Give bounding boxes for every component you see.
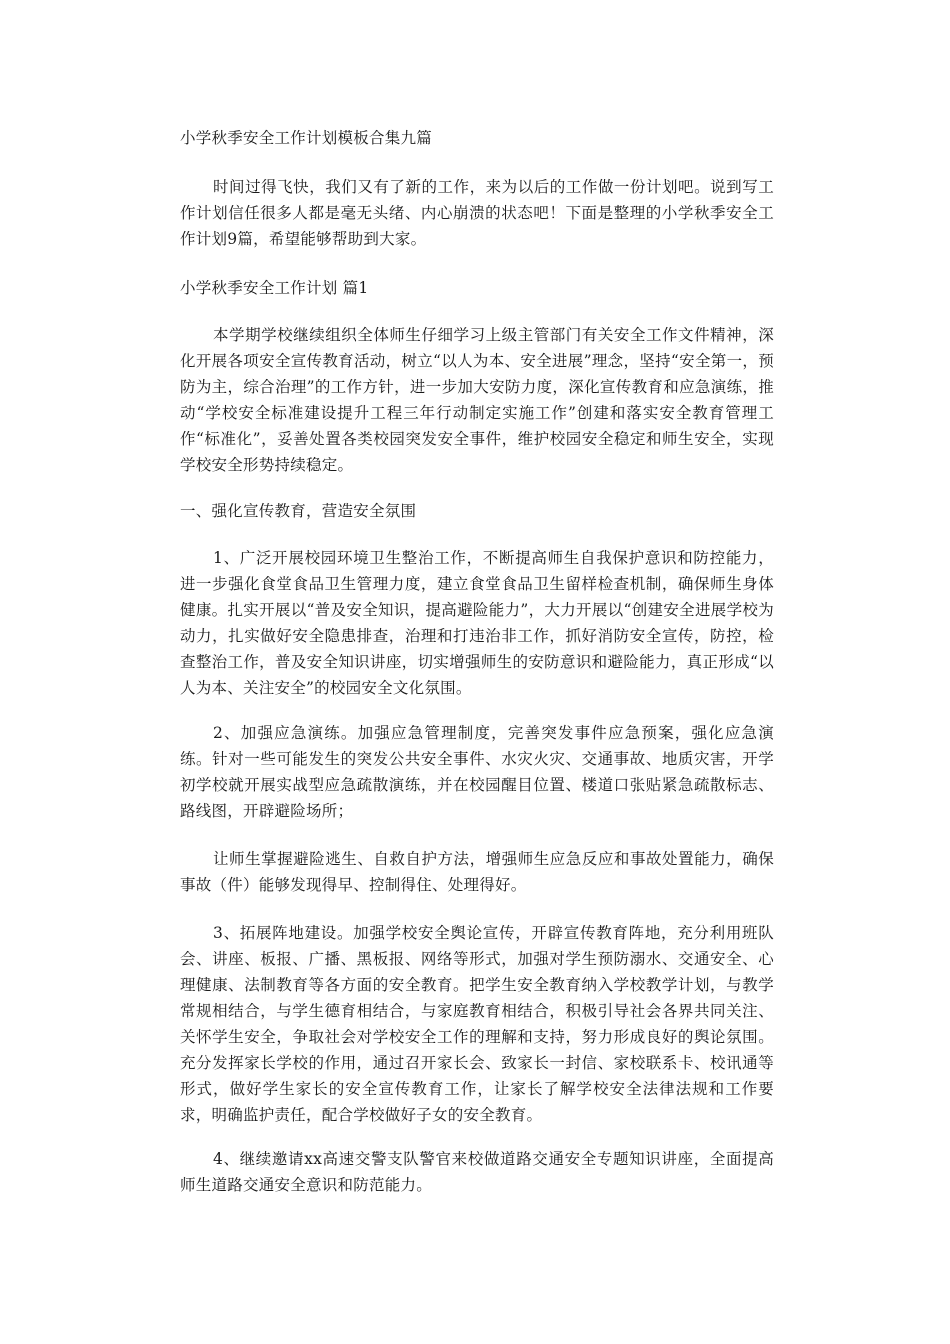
paragraph-item-4: 4、继续邀请xx高速交警支队警官来校做道路交通安全专题知识讲座，全面提高师生道路交通安全意识和防范能力。 (180, 1150, 774, 1194)
paragraph-overview: 本学期学校继续组织全体师生仔细学习上级主管部门有关安全工作文件精神，深化开展各项安全宣传教育活动，树立“以人为本、安全进展”理念，坚持“安全第一，预防为主，综合治理”的工作方针，进一步加大安防力度，深化宣传教育和应急演练，推动“学校安全标准建设提升工程三年行动制定实施工作”创建和落实安全教育管理工作“标准化”，妥善处置各类校园突发安全事件，维护校园安全稳定和师生安全，实现学校安全形势持续稳定。 (180, 326, 774, 474)
paragraph-item-2-continued: 让师生掌握避险逃生、自救自护方法，增强师生应急反应和事故处置能力，确保事故（件）能够发现得早、控制得住、处理得好。 (180, 850, 774, 894)
section-title: 小学秋季安全工作计划 篇1 (180, 279, 369, 297)
intro-paragraph: 时间过得飞快，我们又有了新的工作，来为以后的工作做一份计划吧。说到写工作计划信任很多人都是毫无头绪、内心崩溃的状态吧！下面是整理的小学秋季安全工作计划9篇，希望能够帮助到大家。 (180, 178, 774, 248)
paragraph-item-3: 3、拓展阵地建设。加强学校安全舆论宣传，开辟宣传教育阵地，充分利用班队会、讲座、板报、广播、黑板报、网络等形式，加强对学生预防溺水、交通安全、心理健康、法制教育等各方面的安全教育。把学生安全教育纳入学校教学计划，与教学常规相结合，与学生德育相结合，与家庭教育相结合，积极引导社会各界共同关注、关怀学生安全，争取社会对学校安全工作的理解和支持，努力形成良好的舆论氛围。充分发挥家长学校的作用，通过召开家长会、致家长一封信、家校联系卡、校讯通等形式，做好学生家长的安全宣传教育工作，让家长了解学校安全法律法规和工作要求，明确监护责任，配合学校做好子女的安全教育。 (180, 924, 774, 1124)
heading-one: 一、强化宣传教育，营造安全氛围 (180, 502, 417, 520)
paragraph-item-1: 1、广泛开展校园环境卫生整治工作，不断提高师生自我保护意识和防控能力，进一步强化食堂食品卫生管理力度，建立食堂食品卫生留样检查机制，确保师生身体健康。扎实开展以“普及安全知识，提高避险能力”，大力开展以“创建安全进展学校为动力，扎实做好安全隐患排查，治理和打违治非工作，抓好消防安全宣传，防控，检查整治工作，普及安全知识讲座，切实增强师生的安防意识和避险能力，真正形成“以人为本、关注安全”的校园安全文化氛围。 (180, 549, 774, 697)
document-title: 小学秋季安全工作计划模板合集九篇 (180, 129, 433, 147)
paragraph-item-2: 2、加强应急演练。加强应急管理制度，完善突发事件应急预案，强化应急演练。针对一些可能发生的突发公共安全事件、水灾火灾、交通事故、地质灾害，开学初学校就开展实战型应急疏散演练，并在校园醒目位置、楼道口张贴紧急疏散标志、路线图，开辟避险场所； (180, 724, 774, 820)
